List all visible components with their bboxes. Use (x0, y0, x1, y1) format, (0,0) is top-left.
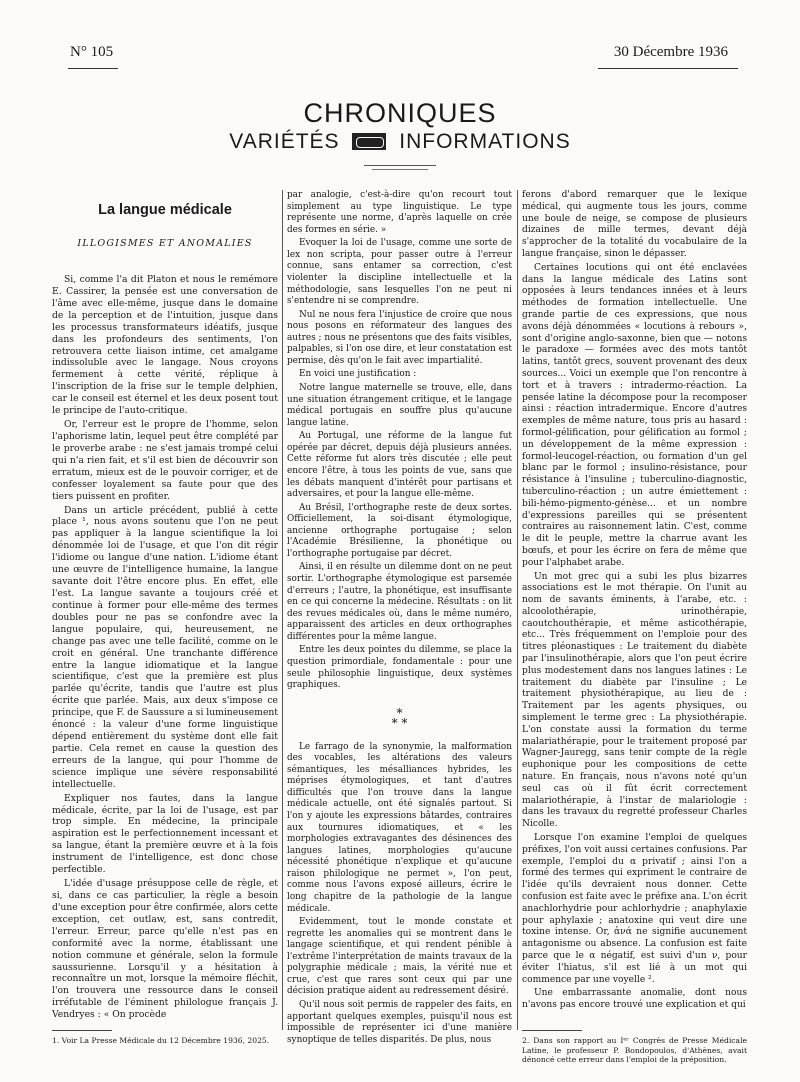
section-subtitle-left: VARIÉTÉS (229, 130, 340, 153)
paragraph: Une embarrassante anomalie, dont nous n'avons pas encore trouvé une explication et qui (522, 988, 747, 1011)
ornament-icon (352, 133, 386, 150)
footnote-rule (522, 1030, 582, 1031)
footnote-1: 1. Voir La Presse Médicale du 12 Décembre 1936, 2025. (52, 1036, 270, 1045)
header-rule-right (598, 68, 738, 69)
footnote-2: 2. Dans son rapport au Iᵉʳ Congrès de Presse Médicale Latine, le professeur P. Bondopoulos, d'Athènes, avait dénoncé cette erreur dans l'emploi de la préposition. (522, 1036, 747, 1065)
footnote-rule (52, 1030, 112, 1031)
paragraph: Notre langue maternelle se trouve, elle, dans une situation étrangement critique, et le langage médical portugais en souffre plus qu'aucune langue latine. (287, 383, 512, 428)
column-2 (287, 190, 512, 1046)
paragraph: Evidemment, tout le monde constate et regrette les anomalies qui se montrent dans le langage scientifique, et qui rendent pénible à l'extrême l'interprétation de maints travaux de la polygraphie médicale ; mais, la vérité nue et crue, c'est que rares sont ceux qui par une décision pratique aident au redressement désiré. (287, 917, 512, 997)
paragraph: Un mot grec qui a subi les plus bizarres associations est le mot thérapie. On l'unit au nom de savants éminents, à l'arabe, etc. : alcoolothérapie, urinothérapie, caoutchouthérapie, et même asticothérapie, etc... Très fréquemment on l'emploie pour des titres pléonastiques : Le traitement du diabète par l'insulinothérapie, alors que l'on peut écrire plus modestement dans nos langues latines : Le traitement du diabète par l'insuline ; Le traitement physiothérapique, au lieu de : Traitement par les agents physiques, ou simplement le terme grec : La physiothérapie. L'on constate aussi la formation du terme malariathérapie, pour le traitement proposé par Wagner-Jauregg, sans tenir compte de la règle euphonique pour les compositions de cette nature. En français, nous n'avons noté qu'un seul cas où il fût écrit correctement malariothérapie, à l'instar de malariologie : dans les travaux du regretté professeur Charles Nicolle. (522, 571, 747, 830)
column-3 (522, 190, 747, 1012)
section-subtitle (0, 130, 800, 154)
column-divider-1 (282, 190, 283, 1030)
article-title: La langue médicale (98, 202, 232, 218)
paragraph: Lorsque l'on examine l'emploi de quelques préfixes, l'on voit aussi certaines confusions. Par exemple, l'emploi du α privatif ; ainsi l'on a formé des termes qui expriment le contraire de l'idée qu'ils devraient nous donner. Cette confusion est faite avec le préfixe ana. L'on écrit anachlorhydrie pour achlorhydrie ; anaphylaxie pour aphylaxie ; anatoxine qui veut dire une toxine intense. Or, ἀνά ne signifie aucunement antagonisme ou absence. La confusion est faite parce que le α négatif, est suivi d'un ν, pour éviter l'hiatus, s'il est lié à un mot qui commence par une voyelle ². (522, 833, 747, 985)
paragraph: par analogie, c'est-à-dire qu'on recourt tout simplement au type linguistique. Le type représente une norme, d'après laquelle on crée des formes en série. » (287, 190, 512, 235)
article-subtitle: ILLOGISMES ET ANOMALIES (77, 238, 253, 249)
issue-date: 30 Décembre 1936 (613, 44, 728, 60)
title-divider (364, 165, 436, 166)
paragraph: Si, comme l'a dit Platon et nous le remémore E. Cassirer, la pensée est une conversation de l'âme avec elle-même, jusque dans le domaine de la perception et de l'intuition, jusque dans les processus transformateurs idéatifs, jusque dans les profondeurs des sentiments, l'on retrouvera cette liaison intime, cet amalgame indissoluble avec le langage. Nous croyons fermement à cette vérité, réplique à l'inscription de la frise sur le temple delphien, car le conseil est éternel et les deux posent tout le principe de l'auto-critique. (52, 274, 278, 417)
section-subtitle-right: INFORMATIONS (399, 130, 571, 153)
paragraph: Entre les deux pointes du dilemme, se place la question primordiale, fondamentale : pour une seule philosophie linguistique, deux systèmes graphiques. (287, 645, 512, 691)
header-rule-left (68, 68, 118, 69)
paragraph: En voici une justification : (299, 369, 417, 380)
paragraph: Nul ne nous fera l'injustice de croire que nous nous posons en réformateur des langues des autres ; nous ne présentons que des faits visibles, palpables, si l'on ose dire, et leur constatation est permise, dès qu'on le fait avec impartialité. (287, 309, 512, 366)
issue-number: N° 105 (70, 44, 114, 60)
paragraph: Le farrago de la synonymie, la malformation des vocables, les altérations des valeurs sémantiques, les mésalliances hybrides, les méprises étymologiques, et tant d'autres difficultés que l'on trouve dans la langue médicale actuelle, ont été signalés partout. Si l'on y ajoute les expressions bâtardes, contraires aux tournures idiomatiques, et « les morphologies extravagantes des désinences des langues latines, morphologies qu'aucune nécessité phonétique n'explique et qu'aucune raison philologique ne permet », l'on peut, comme nous l'avons exposé ailleurs, écrire le long chapitre de la pathologie de la langue médicale. (287, 741, 512, 914)
paragraph: Evoquer la loi de l'usage, comme une sorte de lex non scripta, pour passer outre à l'erreur connue, sans entamer sa correction, c'est violenter la discipline intellectuelle et la méthodologie, sans lesquelles l'on ne peut ni s'entendre ni se comprendre. (287, 238, 512, 307)
paragraph: Ainsi, il en résulte un dilemme dont on ne peut sortir. L'orthographe étymologique est parsemée d'erreurs ; l'autre, la phonétique, est insuffisante en ce qui concerne la médecine. Résultats : on lit des revues médicales où, dans le même numéro, apparaissent des articles en deux orthographes différentes pour la même langue. (287, 562, 512, 642)
paragraph: Qu'il nous soit permis de rappeler des faits, en apportant quelques exemples, puisqu'il nous est impossible de représenter ici d'une manière synoptique de telles disparités. De plus, nous (287, 1000, 512, 1045)
paragraph: ferons d'abord remarquer que le lexique médical, qui augmente tous les jours, comme une boule de neige, se compose de plusieurs dizaines de mille termes, devant déjà s'approcher de la totalité du vocabulaire de la langue française, sinon le dépasser. (522, 190, 747, 259)
paragraph: Au Portugal, une réforme de la langue fut opérée par décret, depuis déjà plusieurs années. Cette réforme fut alors très discutée ; elle peut encore l'être, à tous les points de vue, sans que les débats manquent d'intérêt pour partisans et adversaires, et pour la langue elle-même. (287, 431, 512, 500)
column-divider-2 (517, 190, 518, 1030)
section-break-asterisks: * * * (391, 705, 408, 730)
title-divider-secondary (372, 169, 428, 170)
paragraph: L'idée d'usage présuppose celle de règle, et si, dans ce cas particulier, la règle a besoin d'une exception pour être confirmée, alors cette exception, cet outlaw, est, sans contredit, l'erreur. Erreur, parce qu'elle n'est pas en conformité avec la norme, établissant une notion commune et générale, selon la formule saussurienne. Lorsqu'il y a hésitation à reconnaître un mot, lorsque la mémoire fléchit, l'on trouvera une ressource dans le conseil irréfutable de l'éminent philologue français J. Vendryes : « On procède (52, 878, 278, 1021)
section-title: CHRONIQUES (303, 98, 497, 128)
paragraph: Certaines locutions qui ont été enclavées dans la langue médicale des Latins sont opposées à leurs tendances innées et à leurs méthodes de formation intellectuelle. Une grande partie de ces expressions, que nous avons déjà dénommées « locutions à rebours », sont d'origine anglo-saxonne, bien que — notons le paradoxe — formées avec des mots tantôt latins, tantôt grecs, souvent provenant des deux sources... Voici un exemple que l'on rencontre à tort et à travers : intradermo-réaction. La pensée latine la décompose pour la recomposer ainsi : réaction intradermique. Encore d'autres exemples de même nature, tous pris au hasard : formol-gélification, pour gélification au formol ; un développement de la même expression : formol-leucogel-réaction, ou formation d'un gel blanc par le formol ; insulino-résistance, pour résistance à l'insuline ; tuberculino-diagnostic, tuberculino-réaction ; un autre émiettement : bili-hémo-pigmento-génèse... et un nombre d'expressions pareilles qui se présentent contraires au raisonnement latin. C'est, comme le dit le peuple, mettre la charrue avant les bœufs, et pour les écrire on fera de même que pour l'alphabet arabe. (522, 262, 747, 568)
paragraph: Au Brésil, l'orthographe reste de deux sortes. Officiellement, la soi-disant étymologique, ancienne orthographe portugaise ; selon l'Académie Brésilienne, la phonétique ou l'orthographe portugaise par décret. (287, 502, 512, 559)
paragraph: Or, l'erreur est le propre de l'homme, selon l'aphorisme latin, lequel peut être complété par le proverbe arabe : ne s'est jamais trompé celui qui n'a rien fait, et s'il est bien de découvrir son erratum, mieux est de le pouvoir corriger, et de confesser loyalement sa faute pour que des tiers puissent en profiter. (52, 419, 278, 502)
paragraph: Expliquer nos fautes, dans la langue médicale, écrite, par la loi de l'usage, est par trop simple. En médecine, la principale aspiration est le perfectionnement incessant et sa langue, étant la première œuvre et à la fois instrument de l'intelligence, est donc chose perfectible. (52, 792, 278, 876)
paragraph: Dans un article précédent, publié à cette place ¹, nous avons soutenu que l'on ne peut pas appliquer à la langue scientifique la loi dénommée loi de l'usage, et que l'on dit régir l'idiome ou langue d'une nation. L'idiome étant une œuvre de l'intelligence humaine, la langue savante doit l'être encore plus. En effet, elle l'est. La langue savante a toujours créé et continue à former pour elle-même des termes doubles pour ne pas se confondre avec la langue populaire, qui, heureusement, ne change pas avec une telle facilité, comme on le croit en général. Une tranchante différence entre la langue idiomatique et la langue scientifique, c'est que la première est plus parlée qu'écrite, tandis que l'autre est plus écrite que parlée. Mais, aux deux s'impose ce principe, que F. de Saussure a si lumineusement énoncé : la valeur d'une forme linguistique dépend entièrement du système dont elle fait partie. Cela remet en cause la question des erreurs de la langue, qui pour l'homme de science implique une sévère responsabilité intellectuelle. (52, 504, 278, 790)
column-1-text (52, 274, 278, 1021)
